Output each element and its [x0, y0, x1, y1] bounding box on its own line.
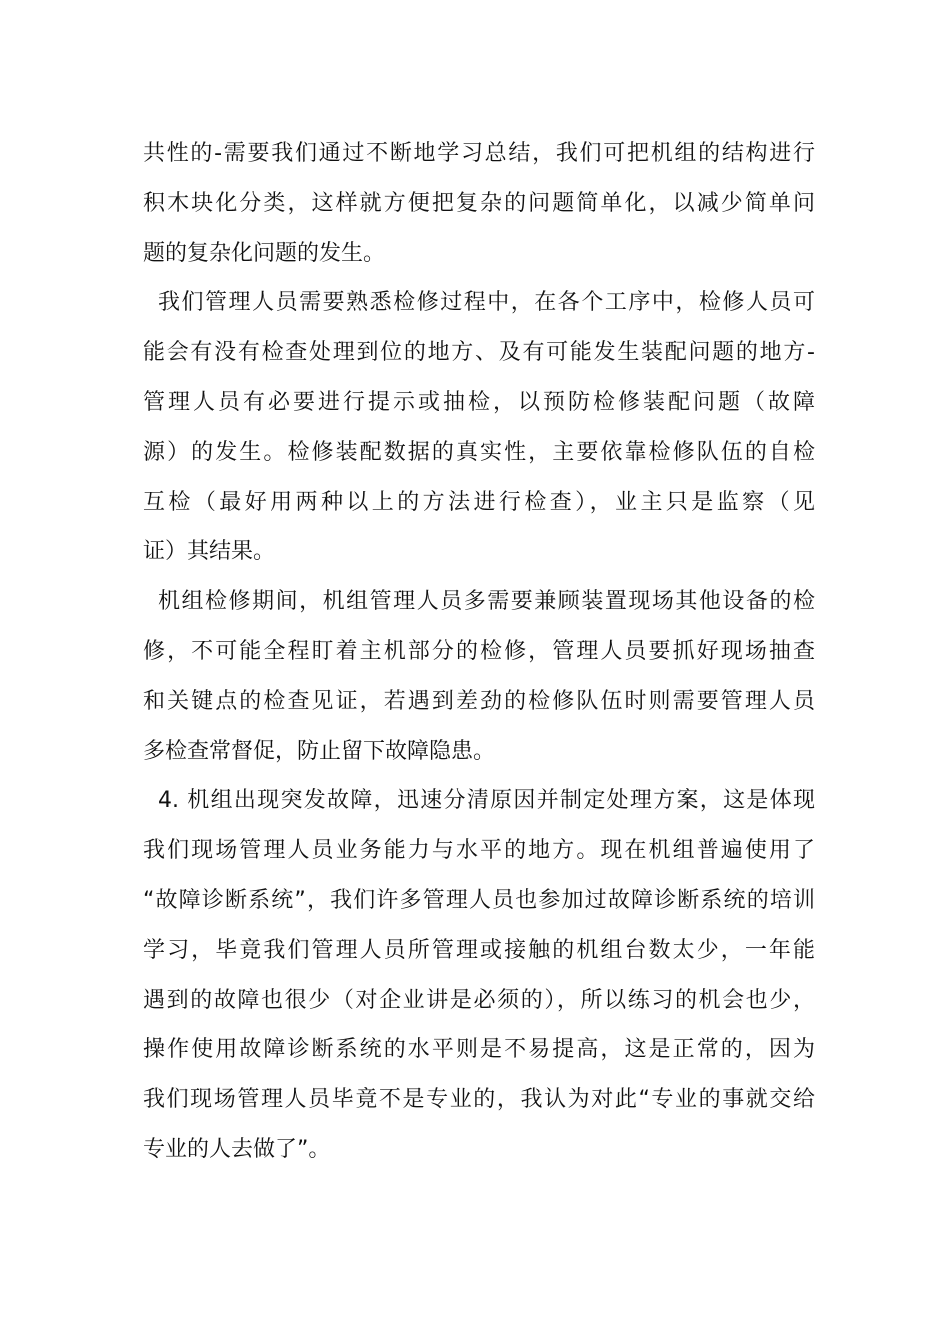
text-line: 专业的人去做了”。: [143, 1136, 331, 1162]
text-line: 我们现场管理人员业务能力与水平的地方。现在机组普遍使用了: [143, 838, 815, 864]
text-line: 源）的发生。检修装配数据的真实性，主要依靠检修队伍的自检: [143, 439, 815, 465]
text-line: 操作使用故障诊断系统的水平则是不易提高，这是正常的，因为: [143, 1037, 815, 1063]
text-line: 共性的-需要我们通过不断地学习总结，我们可把机组的结构进行: [143, 141, 815, 166]
text-line: 多检查常督促，防止留下故障隐患。: [143, 738, 496, 764]
paragraph-item-4-sudden-failure: [143, 776, 815, 1174]
text-line: 修，不可能全程盯着主机部分的检修，管理人员要抓好现场抽查: [143, 638, 815, 664]
document-body: [143, 129, 815, 1175]
text-line: 能会有没有检查处理到位的地方、及有可能发生装配问题的地方-: [143, 340, 815, 366]
text-line: 学习，毕竟我们管理人员所管理或接触的机组台数太少，一年能: [143, 937, 815, 963]
text-line: 我们管理人员需要熟悉检修过程中，在各个工序中，检修人员可: [158, 290, 815, 316]
text-line: “故障诊断系统”，我们许多管理人员也参加过故障诊断系统的培训: [143, 887, 815, 913]
paragraph-overhaul-period: [143, 577, 815, 776]
paragraph-continuation: [143, 129, 815, 278]
text-line: 机组检修期间，机组管理人员多需要兼顾装置现场其他设备的检: [158, 589, 815, 615]
text-line: 管理人员有必要进行提示或抽检，以预防检修装配问题（故障: [143, 389, 815, 415]
text-line: 积木块化分类，这样就方便把复杂的问题简单化，以减少简单问: [143, 190, 815, 216]
text-line: 证）其结果。: [143, 539, 276, 565]
text-line: 遇到的故障也很少（对企业讲是必须的），所以练习的机会也少，: [143, 987, 815, 1013]
text-line: 4. 机组出现突发故障，迅速分清原因并制定处理方案，这是体现: [158, 788, 815, 814]
text-line: 我们现场管理人员毕竟不是专业的，我认为对此“专业的事就交给: [143, 1087, 815, 1113]
text-line: 题的复杂化问题的发生。: [143, 240, 386, 266]
text-line: 互检（最好用两种以上的方法进行检查），业主只是监察（见: [143, 489, 815, 515]
paragraph-management-inspection: [143, 278, 815, 577]
text-line: 和关键点的检查见证，若遇到差劲的检修队伍时则需要管理人员: [143, 688, 815, 714]
